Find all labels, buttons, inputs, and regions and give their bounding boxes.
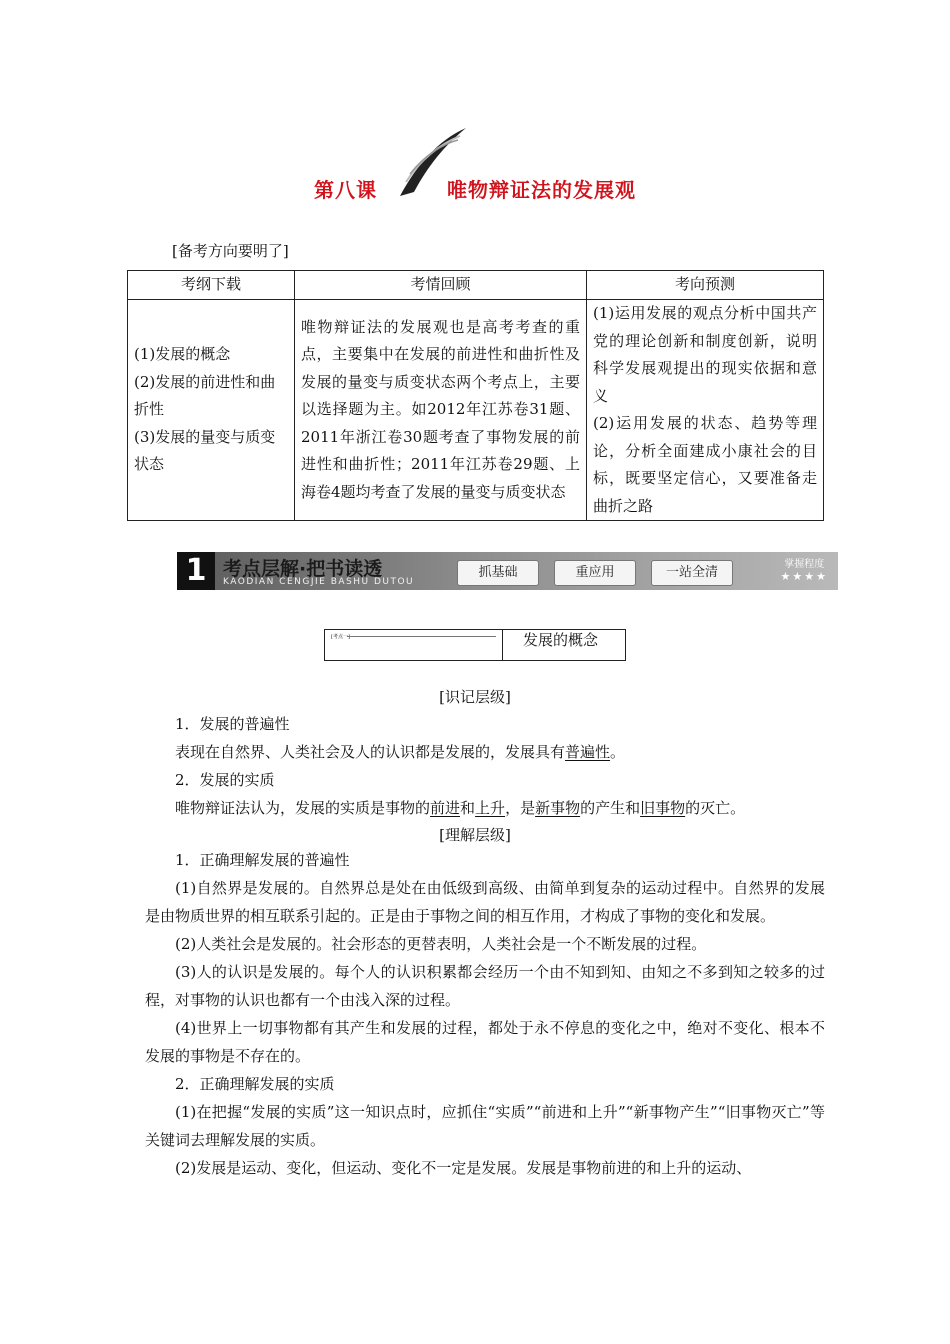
tab-basics[interactable]: 抓基础 bbox=[457, 560, 539, 586]
memory-heading-2: 2．发展的实质 bbox=[175, 771, 275, 789]
banner-subtitle: KAODIAN CENGJIE BASHU DUTOU bbox=[223, 577, 415, 587]
lesson-topic: 唯物辩证法的发展观 bbox=[447, 178, 636, 202]
divider bbox=[347, 636, 496, 637]
level-memory-heading: [识记层级] bbox=[439, 688, 511, 706]
memory-para-1: 表现在自然界、人类社会及人的认识都是发展的，发展具有普遍性。 bbox=[175, 743, 626, 761]
memory-para-2: 唯物辩证法认为，发展的实质是事物的前进和上升，是新事物的产生和旧事物的灭亡。 bbox=[175, 799, 746, 817]
lesson-number: 第八课 bbox=[314, 178, 377, 202]
mastery-label: 掌握程度 bbox=[784, 559, 825, 570]
header-forecast: 考向预测 bbox=[587, 271, 824, 300]
syllabus-item: (2)发展的前进性和曲折性 bbox=[134, 372, 276, 419]
understand-para: (2)人类社会是发展的。社会形态的更替表明，人类社会是一个不断发展的过程。 bbox=[175, 935, 707, 953]
memory-heading-1: 1．发展的普遍性 bbox=[175, 715, 290, 733]
point-tag: [考点一] bbox=[331, 634, 350, 640]
point-name: 发展的概念 bbox=[523, 631, 599, 649]
header-syllabus: 考纲下载 bbox=[128, 271, 295, 300]
exam-direction-label: [备考方向要明了] bbox=[172, 242, 289, 260]
star-icon: ★★★★ bbox=[780, 570, 828, 583]
syllabus-item: (1)发展的概念 bbox=[134, 345, 231, 364]
understand-section bbox=[145, 846, 825, 1182]
tab-all-clear[interactable]: 一站全清 bbox=[651, 560, 733, 586]
level-understand-heading: [理解层级] bbox=[439, 826, 511, 844]
understand-para: (1)在把握“发展的实质”这一知识点时，应抓住“实质”“前进和上升”“新事物产生”“旧事物灭亡”等关键词去理解发展的实质。 bbox=[145, 1103, 825, 1149]
syllabus-cell bbox=[128, 300, 295, 521]
review-cell: 唯物辩证法的发展观也是高考考查的重点，主要集中在发展的前进性和曲折性及发展的量变与质变状态两个考点上，主要以选择题为主。如2012年江苏卷31题、2011年浙江卷30题考查了事物发展的前进性和曲折性；2011年江苏卷29题、上海卷4题均考查了发展的量变与质变状态 bbox=[295, 300, 587, 521]
understand-heading-2: 2．正确理解发展的实质 bbox=[175, 1075, 335, 1093]
tab-application[interactable]: 重应用 bbox=[554, 560, 636, 586]
exam-direction-table bbox=[127, 270, 824, 521]
mastery-level bbox=[781, 555, 828, 583]
memory-section bbox=[145, 710, 825, 822]
understand-para: (1)自然界是发展的。自然界总是处在由低级到高级、由简单到复杂的运动过程中。自然界的发展是由物质世界的相互联系引起的。正是由于事物之间的相互作用，才构成了事物的变化和发展。 bbox=[145, 879, 825, 925]
understand-para: (4)世界上一切事物都有其产生和发展的过程，都处于永不停息的变化之中，绝对不变化、根本不发展的事物是不存在的。 bbox=[145, 1019, 825, 1065]
banner-title: 考点层解·把书读透 bbox=[223, 558, 383, 580]
forecast-item: (2)运用发展的状态、趋势等理论，分析全面建成小康社会的目标，既要坚定信心，又要准备走曲折之路 bbox=[593, 414, 817, 515]
knowledge-point-box bbox=[324, 629, 626, 661]
lesson-title bbox=[0, 174, 950, 203]
header-review: 考情回顾 bbox=[295, 271, 587, 300]
syllabus-item: (3)发展的量变与质变状态 bbox=[134, 427, 276, 474]
section-banner bbox=[177, 552, 838, 590]
forecast-cell bbox=[587, 300, 824, 521]
forecast-item: (1)运用发展的观点分析中国共产党的理论创新和制度创新，说明科学发展观提出的现实依据和意义 bbox=[593, 304, 817, 405]
understand-para: (2)发展是运动、变化，但运动、变化不一定是发展。发展是事物前进的和上升的运动、 bbox=[175, 1159, 752, 1177]
understand-para: (3)人的认识是发展的。每个人的认识积累都会经历一个由不知到知、由知之不多到知之较多的过程，对事物的认识也都有一个由浅入深的过程。 bbox=[145, 963, 825, 1009]
understand-heading-1: 1．正确理解发展的普遍性 bbox=[175, 851, 350, 869]
banner-number: 1 bbox=[177, 552, 215, 590]
